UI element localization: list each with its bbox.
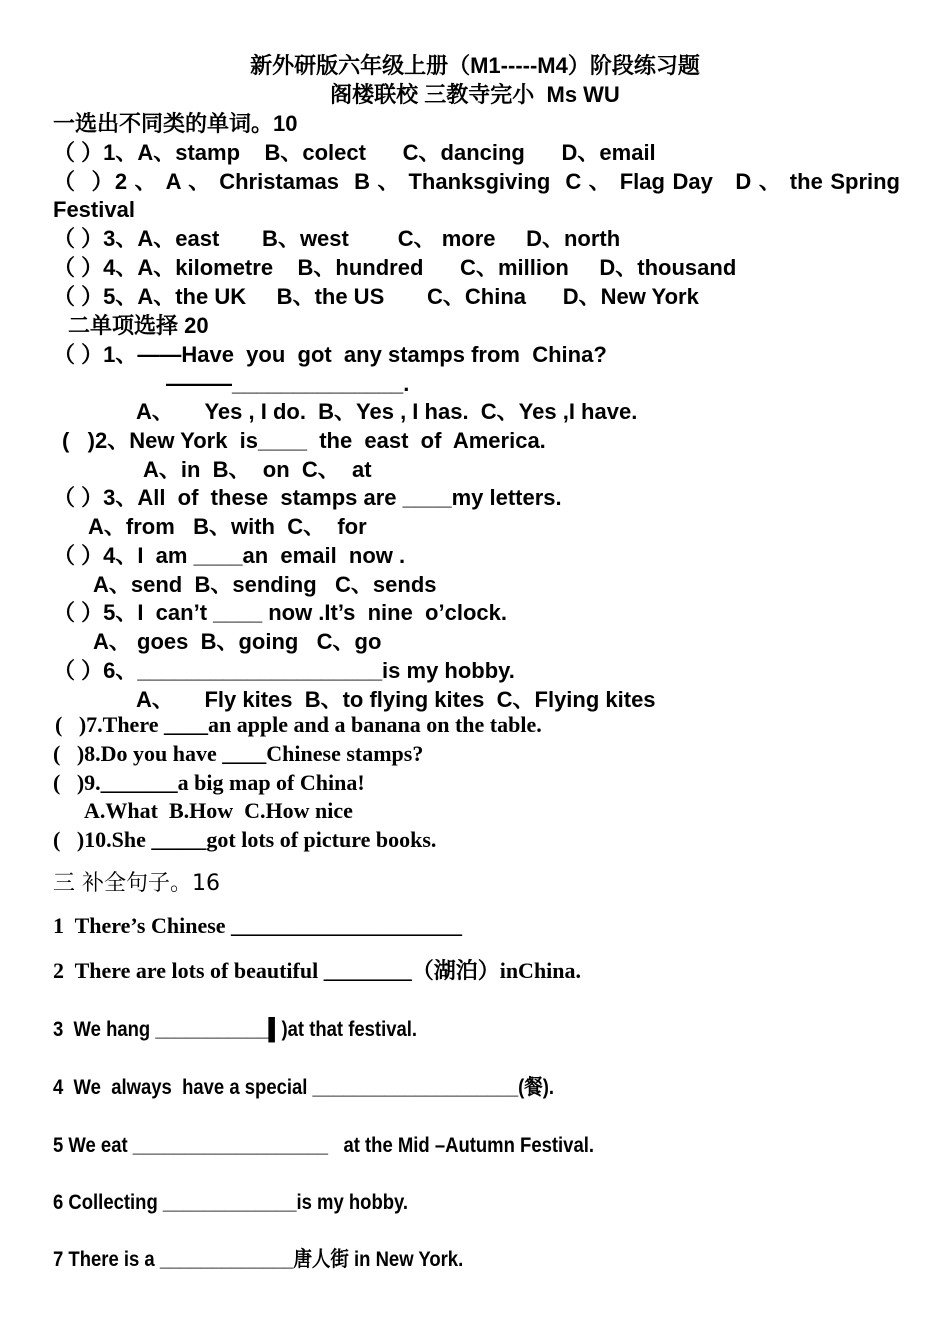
- section2-question-9-options: A.What B.How C.How nice: [84, 798, 353, 823]
- section2-question-6-options: A、 Fly kites B、to flying kites C、Flying kites: [136, 687, 656, 712]
- section3-sentence-6: 6 Collecting _____________is my hobby.: [53, 1191, 409, 1214]
- section3-sentence-2: 2 There are lots of beautiful ________（湖泊）inChina.: [53, 958, 582, 983]
- worksheet-title: 新外研版六年级上册（M1-----M4）阶段练习题: [250, 53, 700, 78]
- section2-question-4: （ ）4、I am ____an email now .: [53, 543, 406, 568]
- section1-question-1: （ ）1、A、stamp B、colect C、dancing D、email: [53, 140, 656, 165]
- section2-question-8: ( )8.Do you have ____Chinese stamps?: [53, 741, 424, 766]
- section2-question-6: （ ）6、____________________is my hobby.: [53, 658, 515, 683]
- section1-question-2-continued: Festival: [53, 197, 135, 222]
- section2-question-1-options: A、 Yes , I do. B、Yes , I has. C、Yes ,I have.: [136, 399, 638, 424]
- section2-question-1: （ ）1、——Have you got any stamps from China?: [53, 342, 607, 367]
- section3-sentence-7: 7 There is a _____________唐人街 in New York.: [53, 1248, 464, 1271]
- section2-question-5: （ ）5、I can’t ____ now .It’s nine o’clock.: [53, 600, 507, 625]
- section1-question-3: （ ）3、A、east B、west C、 more D、north: [53, 226, 621, 251]
- section3-sentence-3: 3 We hang ___________▌)at that festival.: [53, 1018, 418, 1041]
- section2-question-3-options: A、from B、with C、 for: [88, 514, 367, 539]
- worksheet-subtitle: 阁楼联校 三教寺完小 Ms WU: [330, 82, 620, 107]
- section1-question-5: （ ）5、A、the UK B、the US C、China D、New York: [53, 284, 699, 309]
- section2-question-2-options: A、in B、 on C、 at: [143, 457, 372, 482]
- section3-sentence-4: 4 We always have a special ____________________(餐).: [53, 1076, 555, 1099]
- section2-question-10: ( )10.She _____got lots of picture books.: [53, 827, 437, 852]
- section2-question-9: ( )9._______a big map of China!: [53, 770, 365, 795]
- section2-question-2: ( )2、New York is____ the east of America.: [62, 428, 546, 453]
- section2-question-7: ( )7.There ____an apple and a banana on the table.: [55, 712, 542, 737]
- section2-question-4-options: A、send B、sending C、sends: [93, 572, 437, 597]
- section1-heading: 一选出不同类的单词。10: [53, 111, 298, 136]
- section2-heading: 二单项选择 20: [68, 313, 209, 338]
- section1-question-2: （ ）2 、 A 、 Christamas B 、 Thanksgiving C 、 Flag Day D 、 the Spring: [53, 169, 900, 194]
- section3-heading: 三 补全句子。16: [53, 871, 220, 896]
- section2-question-5-options: A、 goes B、going C、go: [93, 629, 382, 654]
- section2-question-1-blank: ———______________.: [166, 371, 410, 396]
- section2-question-3: （ ）3、All of these stamps are ____my letters.: [53, 485, 562, 510]
- section1-question-4: （ ）4、A、kilometre B、hundred C、million D、thousand: [53, 255, 737, 280]
- section3-sentence-5: 5 We eat ___________________ at the Mid –Autumn Festival.: [53, 1134, 594, 1157]
- section3-sentence-1: 1 There’s Chinese _____________________: [53, 913, 463, 938]
